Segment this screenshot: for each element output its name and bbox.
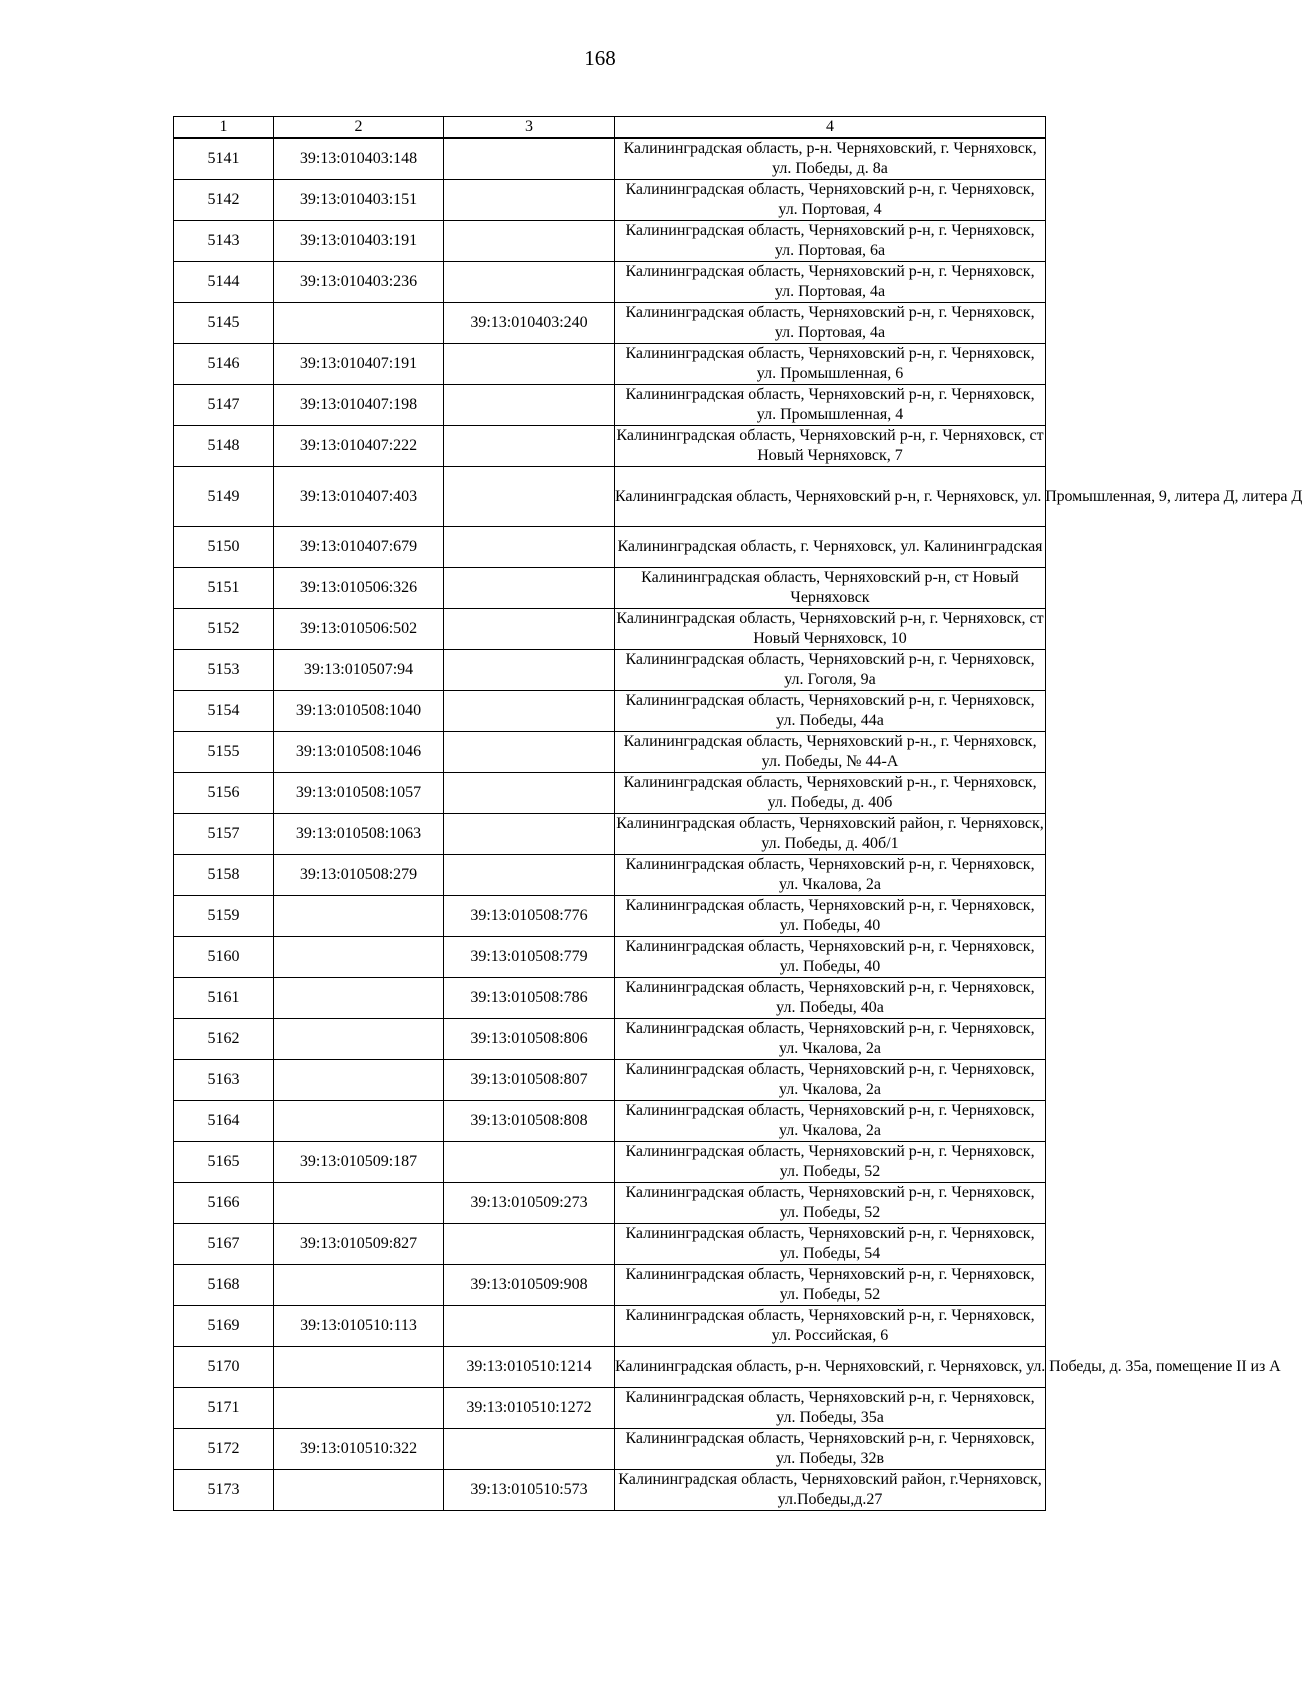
- cadastral-number-col3-cell: [444, 609, 615, 650]
- address-cell: Калининградская область, Черняховский р-н, г. Черняховск, ул. Победы, 40а: [615, 978, 1046, 1019]
- address-cell: Калининградская область, Черняховский район, г.Черняховск, ул.Победы,д.27: [615, 1470, 1046, 1511]
- address-cell: Калининградская область, г. Черняховск, ул. Калининградская: [615, 527, 1046, 568]
- table-row: [174, 180, 1046, 221]
- row-number-cell: 5164: [174, 1101, 274, 1142]
- address-cell: Калининградская область, Черняховский р-н, г. Черняховск, ул. Чкалова, 2а: [615, 1019, 1046, 1060]
- row-number-cell: 5159: [174, 896, 274, 937]
- table-row: [174, 385, 1046, 426]
- cadastral-number-col2-cell: 39:13:010508:1057: [274, 773, 444, 814]
- row-number-cell: 5147: [174, 385, 274, 426]
- cadastral-number-col2-cell: [274, 303, 444, 344]
- row-number-cell: 5158: [174, 855, 274, 896]
- cadastral-number-col2-cell: 39:13:010407:191: [274, 344, 444, 385]
- cadastral-number-col3-cell: [444, 1429, 615, 1470]
- cadastral-number-col3-cell: [444, 138, 615, 180]
- cadastral-number-col3-cell: [444, 426, 615, 467]
- table-row: [174, 1060, 1046, 1101]
- row-number-cell: 5168: [174, 1265, 274, 1306]
- cadastral-number-col2-cell: [274, 896, 444, 937]
- table-header: [174, 117, 1046, 139]
- address-cell: Калининградская область, Черняховский р-н, г. Черняховск, ул. Портовая, 4: [615, 180, 1046, 221]
- cadastral-number-col2-cell: 39:13:010407:198: [274, 385, 444, 426]
- row-number-cell: 5152: [174, 609, 274, 650]
- table-row: [174, 138, 1046, 180]
- cadastral-number-col3-cell: 39:13:010508:808: [444, 1101, 615, 1142]
- table-row: [174, 732, 1046, 773]
- row-number-cell: 5163: [174, 1060, 274, 1101]
- address-cell: Калининградская область, Черняховский р-н, г. Черняховск, ул. Победы, 52: [615, 1265, 1046, 1306]
- address-cell: Калининградская область, Черняховский р-н, г. Черняховск, ул. Гоголя, 9а: [615, 650, 1046, 691]
- row-number-cell: 5141: [174, 138, 274, 180]
- cadastral-number-col3-cell: [444, 180, 615, 221]
- row-number-cell: 5167: [174, 1224, 274, 1265]
- address-cell: Калининградская область, Черняховский р-н, г. Черняховск, ул. Портовая, 6а: [615, 221, 1046, 262]
- cadastral-number-col3-cell: [444, 1142, 615, 1183]
- address-cell: Калининградская область, Черняховский р-н, г. Черняховск, ул. Чкалова, 2а: [615, 855, 1046, 896]
- table-row: [174, 426, 1046, 467]
- row-number-cell: 5162: [174, 1019, 274, 1060]
- table-row: [174, 1306, 1046, 1347]
- cadastral-number-col2-cell: [274, 1388, 444, 1429]
- header-col-2: 2: [274, 117, 444, 139]
- row-number-cell: 5154: [174, 691, 274, 732]
- register-table: [173, 116, 1302, 1511]
- address-cell: Калининградская область, Черняховский р-н., г. Черняховск, ул. Победы, № 44-А: [615, 732, 1046, 773]
- table-row: [174, 1224, 1046, 1265]
- table-row: [174, 1265, 1046, 1306]
- cadastral-number-col2-cell: 39:13:010510:113: [274, 1306, 444, 1347]
- address-cell: Калининградская область, Черняховский р-н, г. Черняховск, ул. Победы, 52: [615, 1183, 1046, 1224]
- row-number-cell: 5172: [174, 1429, 274, 1470]
- row-number-cell: 5165: [174, 1142, 274, 1183]
- cadastral-number-col3-cell: 39:13:010508:779: [444, 937, 615, 978]
- cadastral-number-col2-cell: 39:13:010403:191: [274, 221, 444, 262]
- cadastral-number-col2-cell: 39:13:010506:502: [274, 609, 444, 650]
- row-number-cell: 5171: [174, 1388, 274, 1429]
- cadastral-number-col2-cell: [274, 1019, 444, 1060]
- address-cell: Калининградская область, Черняховский р-н, г. Черняховск, ул. Промышленная, 4: [615, 385, 1046, 426]
- table-row: [174, 1101, 1046, 1142]
- cadastral-number-col2-cell: 39:13:010407:403: [274, 467, 444, 527]
- table-row: [174, 1183, 1046, 1224]
- address-cell: Калининградская область, Черняховский р-н, г. Черняховск, ул. Портовая, 4а: [615, 262, 1046, 303]
- address-cell: Калининградская область, Черняховский р-н, г. Черняховск, ул. Победы, 32в: [615, 1429, 1046, 1470]
- cadastral-number-col3-cell: [444, 1224, 615, 1265]
- table-row: [174, 609, 1046, 650]
- cadastral-number-col2-cell: [274, 937, 444, 978]
- address-cell: Калининградская область, р-н. Черняховский, г. Черняховск, ул. Победы, д. 8а: [615, 138, 1046, 180]
- cadastral-number-col2-cell: 39:13:010403:151: [274, 180, 444, 221]
- cadastral-number-col2-cell: 39:13:010508:1040: [274, 691, 444, 732]
- cadastral-number-col2-cell: [274, 1470, 444, 1511]
- cadastral-number-col3-cell: 39:13:010403:240: [444, 303, 615, 344]
- address-cell: Калининградская область, Черняховский р-н., г. Черняховск, ул. Победы, д. 40б: [615, 773, 1046, 814]
- cadastral-number-col3-cell: 39:13:010508:776: [444, 896, 615, 937]
- cadastral-number-col3-cell: [444, 527, 615, 568]
- cadastral-number-col3-cell: 39:13:010510:1272: [444, 1388, 615, 1429]
- row-number-cell: 5157: [174, 814, 274, 855]
- address-cell: Калининградская область, р-н. Черняховский, г. Черняховск, ул. Победы, д. 35а, помещение II из А: [615, 1347, 1046, 1388]
- row-number-cell: 5149: [174, 467, 274, 527]
- table-row: [174, 1347, 1046, 1388]
- cadastral-number-col2-cell: 39:13:010407:679: [274, 527, 444, 568]
- table-row: [174, 527, 1046, 568]
- cadastral-number-col3-cell: [444, 814, 615, 855]
- header-col-1: 1: [174, 117, 274, 139]
- cadastral-number-col2-cell: 39:13:010507:94: [274, 650, 444, 691]
- row-number-cell: 5150: [174, 527, 274, 568]
- row-number-cell: 5161: [174, 978, 274, 1019]
- cadastral-number-col2-cell: [274, 1101, 444, 1142]
- cadastral-number-col3-cell: 39:13:010509:908: [444, 1265, 615, 1306]
- address-cell: Калининградская область, Черняховский р-н, г. Черняховск, ул. Чкалова, 2а: [615, 1060, 1046, 1101]
- row-number-cell: 5148: [174, 426, 274, 467]
- row-number-cell: 5151: [174, 568, 274, 609]
- cadastral-number-col3-cell: 39:13:010510:1214: [444, 1347, 615, 1388]
- cadastral-number-col2-cell: 39:13:010508:1046: [274, 732, 444, 773]
- address-cell: Калининградская область, Черняховский р-н, г. Черняховск, ул. Победы, 44а: [615, 691, 1046, 732]
- cadastral-number-col2-cell: 39:13:010509:827: [274, 1224, 444, 1265]
- table-row: [174, 1142, 1046, 1183]
- cadastral-number-col3-cell: [444, 855, 615, 896]
- cadastral-number-col2-cell: [274, 1183, 444, 1224]
- row-number-cell: 5143: [174, 221, 274, 262]
- table-body: [174, 138, 1302, 1511]
- cadastral-number-col2-cell: 39:13:010508:279: [274, 855, 444, 896]
- table-row: [174, 691, 1046, 732]
- cadastral-number-col2-cell: 39:13:010508:1063: [274, 814, 444, 855]
- row-number-cell: 5166: [174, 1183, 274, 1224]
- address-cell: Калининградская область, Черняховский р-н, г. Черняховск, ул. Чкалова, 2а: [615, 1101, 1046, 1142]
- row-number-cell: 5160: [174, 937, 274, 978]
- row-number-cell: 5169: [174, 1306, 274, 1347]
- header-row: [174, 117, 1046, 139]
- address-cell: Калининградская область, Черняховский р-н, г. Черняховск, ул. Портовая, 4а: [615, 303, 1046, 344]
- cadastral-number-col3-cell: [444, 262, 615, 303]
- table-row: [174, 467, 1046, 527]
- table-row: [174, 1429, 1046, 1470]
- row-number-cell: 5173: [174, 1470, 274, 1511]
- address-cell: Калининградская область, Черняховский р-н, г. Черняховск, ул. Победы, 35а: [615, 1388, 1046, 1429]
- address-cell: Калининградская область, Черняховский р-н, г. Черняховск, ул. Российская, 6: [615, 1306, 1046, 1347]
- cadastral-number-col2-cell: [274, 1060, 444, 1101]
- cadastral-number-col3-cell: [444, 467, 615, 527]
- cadastral-number-col3-cell: 39:13:010508:786: [444, 978, 615, 1019]
- table-row: [174, 978, 1046, 1019]
- table-row: [174, 896, 1046, 937]
- row-number-cell: 5145: [174, 303, 274, 344]
- cadastral-number-col3-cell: [444, 650, 615, 691]
- header-col-3: 3: [444, 117, 615, 139]
- cadastral-number-col2-cell: 39:13:010403:236: [274, 262, 444, 303]
- row-number-cell: 5155: [174, 732, 274, 773]
- cadastral-number-col3-cell: [444, 773, 615, 814]
- cadastral-number-col3-cell: [444, 344, 615, 385]
- cadastral-number-col3-cell: 39:13:010508:807: [444, 1060, 615, 1101]
- address-cell: Калининградская область, Черняховский р-н, г. Черняховск, ул. Победы, 52: [615, 1142, 1046, 1183]
- row-number-cell: 5142: [174, 180, 274, 221]
- address-cell: Калининградская область, Черняховский р-н, г. Черняховск, ул. Победы, 40: [615, 896, 1046, 937]
- cadastral-number-col3-cell: [444, 221, 615, 262]
- address-cell: Калининградская область, Черняховский район, г. Черняховск, ул. Победы, д. 40б/1: [615, 814, 1046, 855]
- cadastral-number-col2-cell: [274, 1265, 444, 1306]
- cadastral-number-col2-cell: 39:13:010510:322: [274, 1429, 444, 1470]
- address-cell: Калининградская область, Черняховский р-н, г. Черняховск, ул. Промышленная, 9, литера Д, литера Д: [615, 467, 1046, 527]
- cadastral-number-col2-cell: 39:13:010506:326: [274, 568, 444, 609]
- cadastral-number-col3-cell: [444, 691, 615, 732]
- cadastral-number-col3-cell: [444, 1306, 615, 1347]
- table-row: [174, 303, 1046, 344]
- table-row: [174, 855, 1046, 896]
- cadastral-number-col3-cell: 39:13:010508:806: [444, 1019, 615, 1060]
- address-cell: Калининградская область, Черняховский р-н, г. Черняховск, ул. Победы, 40: [615, 937, 1046, 978]
- table-row: [174, 1019, 1046, 1060]
- cadastral-number-col3-cell: [444, 385, 615, 426]
- address-cell: Калининградская область, Черняховский р-н, ст Новый Черняховск: [615, 568, 1046, 609]
- row-number-cell: 5170: [174, 1347, 274, 1388]
- page-number: 168: [584, 46, 616, 70]
- table-row: [174, 937, 1046, 978]
- row-number-cell: 5144: [174, 262, 274, 303]
- row-number-cell: 5156: [174, 773, 274, 814]
- cadastral-number-col3-cell: 39:13:010509:273: [444, 1183, 615, 1224]
- address-cell: Калининградская область, Черняховский р-н, г. Черняховск, ул. Промышленная, 6: [615, 344, 1046, 385]
- cadastral-number-col2-cell: [274, 1347, 444, 1388]
- cadastral-number-col2-cell: 39:13:010407:222: [274, 426, 444, 467]
- cadastral-number-col3-cell: [444, 568, 615, 609]
- cadastral-number-col3-cell: [444, 732, 615, 773]
- address-cell: Калининградская область, Черняховский р-н, г. Черняховск, ул. Победы, 54: [615, 1224, 1046, 1265]
- address-cell: Калининградская область, Черняховский р-н, г. Черняховск, ст Новый Черняховск, 7: [615, 426, 1046, 467]
- cadastral-number-col3-cell: 39:13:010510:573: [444, 1470, 615, 1511]
- table-row: [174, 650, 1046, 691]
- cadastral-number-col2-cell: 39:13:010509:187: [274, 1142, 444, 1183]
- table-row: [174, 814, 1046, 855]
- table-row: [174, 344, 1046, 385]
- header-col-4: 4: [615, 117, 1046, 139]
- row-number-cell: 5146: [174, 344, 274, 385]
- table-row: [174, 1388, 1046, 1429]
- address-cell: Калининградская область, Черняховский р-н, г. Черняховск, ст Новый Черняховск, 10: [615, 609, 1046, 650]
- table-row: [174, 221, 1046, 262]
- table-row: [174, 568, 1046, 609]
- cadastral-number-col2-cell: [274, 978, 444, 1019]
- table-row: [174, 262, 1046, 303]
- table-row: [174, 773, 1046, 814]
- row-number-cell: 5153: [174, 650, 274, 691]
- table-row: [174, 1470, 1046, 1511]
- cadastral-number-col2-cell: 39:13:010403:148: [274, 138, 444, 180]
